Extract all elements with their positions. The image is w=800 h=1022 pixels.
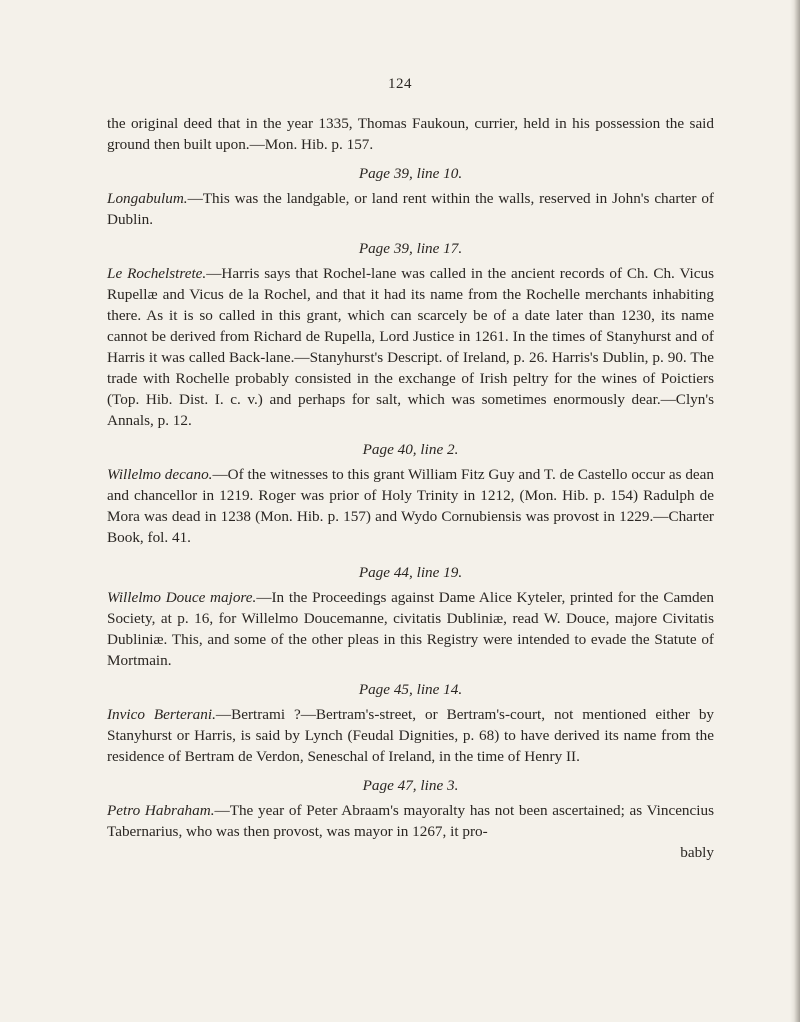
note-lead-term: Willelmo Douce majore. bbox=[107, 589, 257, 606]
paragraph-text: the original deed that in the year 1335, Thomas Faukoun, currier, held in his possession the said ground then built upon.—Mon. Hib. p. 157. bbox=[107, 115, 714, 153]
heading-line-ref: line 19. bbox=[416, 564, 463, 581]
paragraph-continuation bbox=[107, 113, 714, 155]
note-willelmo-douce bbox=[107, 587, 714, 671]
note-text: —Harris says that Rochel-lane was called in the ancient records of Ch. Ch. Vicus Rupellæ and Vicus de la Rochel, and that it had its name from the Rochelle merchants inhabiting there. As it is so called in this grant, which can scarcely be of a date later than 1230, its name cannot be derived from Richard de Rupella, Lord Justice in 1261. In the times of Stanyhurst and of Harris it was called Back-lane.—Stanyhurst's Descript. of Ireland, p. 26. Harris's Dublin, p. 90. The trade with Rochelle probably consisted in the exchange of Irish peltry for the wines of Poictiers (Top. Hib. Dist. I. c. v.) and perhaps for salt, which was sometimes enormously dear.—Clyn's Annals, p. 12. bbox=[107, 265, 714, 429]
note-heading-p40-l2 bbox=[107, 439, 714, 460]
heading-page-ref: Page 47, bbox=[362, 777, 417, 794]
note-heading-p45-l14 bbox=[107, 679, 714, 700]
heading-line-ref: line 10. bbox=[416, 165, 463, 182]
heading-page-ref: Page 39, bbox=[358, 165, 413, 182]
note-heading-p39-l17 bbox=[107, 238, 714, 259]
heading-line-ref: line 3. bbox=[420, 777, 459, 794]
note-lead-term: Invico Berterani. bbox=[107, 706, 216, 723]
note-lead-term: Le Rochelstrete. bbox=[107, 265, 207, 282]
heading-page-ref: Page 44, bbox=[358, 564, 413, 581]
catchword: bably bbox=[680, 844, 714, 861]
page-number: 124 bbox=[388, 76, 412, 92]
heading-page-ref: Page 45, bbox=[358, 681, 413, 698]
note-heading-p44-l19 bbox=[107, 562, 714, 583]
note-text: —The year of Peter Abraam's mayoralty has not been ascertained; as Vincencius Tabernarius, who was then provost, was mayor in 1267, it pro- bbox=[107, 802, 714, 840]
heading-line-ref: line 2. bbox=[420, 441, 459, 458]
note-heading-p39-l10 bbox=[107, 163, 714, 184]
heading-page-ref: Page 40, bbox=[362, 441, 417, 458]
note-invico-berterani bbox=[107, 704, 714, 767]
note-heading-p47-l3 bbox=[107, 775, 714, 796]
note-lead-term: Longabulum. bbox=[107, 190, 188, 207]
note-text: —In the Proceedings against Dame Alice Kyteler, printed for the Camden Society, at p. 16, for Willelmo Doucemanne, civitatis Dubliniæ, read W. Douce, majore Civitatis Dubliniæ. This, and some of the other pleas in this Registry were intended to evade the Statute of Mortmain. bbox=[107, 589, 714, 669]
heading-page-ref: Page 39, bbox=[358, 240, 413, 257]
heading-line-ref: line 17. bbox=[416, 240, 463, 257]
note-text: —Bertrami ?—Bertram's-street, or Bertram's-court, not mentioned either by Stanyhurst or Harris, is said by Lynch (Feudal Dignities, p. 68) to have derived its name from the residence of Bertram de Verdon, Seneschal of Ireland, in the time of Henry II. bbox=[107, 706, 715, 765]
note-text: —This was the landgable, or land rent within the walls, reserved in John's charter of Dublin. bbox=[107, 190, 714, 228]
note-petro-habraham bbox=[107, 800, 714, 842]
note-lead-term: Petro Habraham. bbox=[107, 802, 215, 819]
note-rochelstrete bbox=[107, 263, 714, 431]
note-willelmo-decano bbox=[107, 464, 714, 548]
note-lead-term: Willelmo decano. bbox=[107, 466, 213, 483]
page-body bbox=[107, 113, 714, 863]
page-edge-shadow bbox=[790, 0, 800, 1022]
note-text: —Of the witnesses to this grant William Fitz Guy and T. de Castello occur as dean and chancellor in 1219. Roger was prior of Holy Trinity in 1212, (Mon. Hib. p. 154) Radulph de Mora was dead in 1238 (Mon. Hib. p. 157) and Wydo Cornubiensis was provost in 1229.—Charter Book, fol. 41. bbox=[107, 466, 714, 546]
heading-line-ref: line 14. bbox=[416, 681, 463, 698]
note-longabulum bbox=[107, 188, 714, 230]
